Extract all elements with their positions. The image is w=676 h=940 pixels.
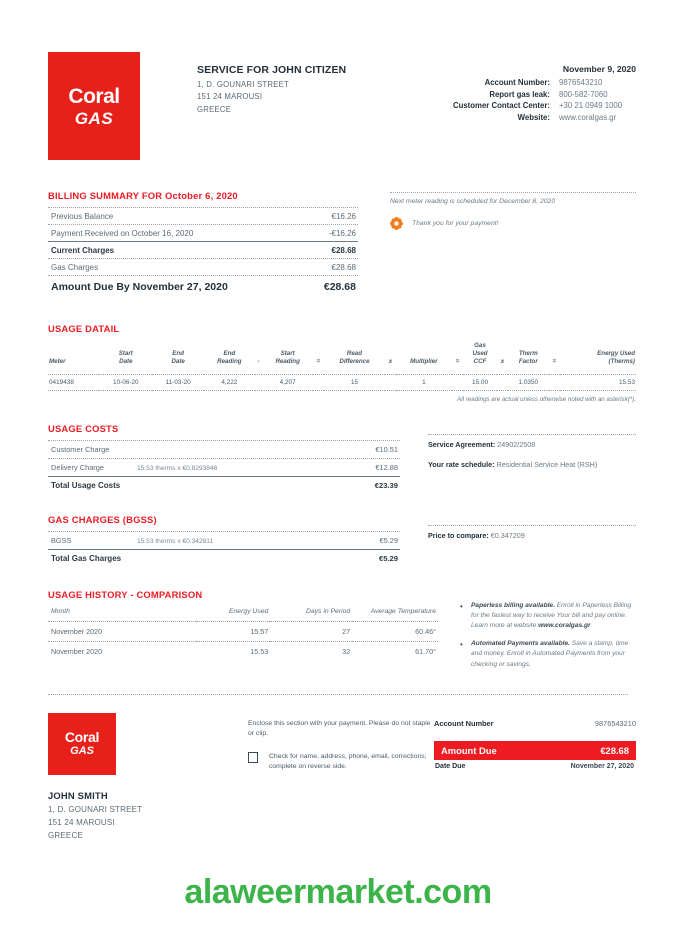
- usage-cost-total-label: Total Usage Costs: [51, 480, 121, 490]
- bullet-strong-paperless: Paperless billing available.: [471, 601, 555, 609]
- gas-charge-total-amount: €5.29: [378, 553, 398, 563]
- service-address-block: [197, 52, 346, 160]
- gas-charges-table: [48, 514, 400, 567]
- bullet-icon: •: [460, 640, 463, 650]
- usage-detail-table: [48, 340, 636, 391]
- usage-detail-data-row: [48, 374, 636, 390]
- usage-history-title: USAGE HISTORY - COMPARISON: [48, 588, 203, 600]
- meta-label-contact-center: Customer Contact Center:: [452, 101, 550, 110]
- col-energy-used: Energy Used (Therms): [597, 349, 635, 366]
- usage-history-table: [48, 606, 438, 661]
- usage-cost-amount-customer-charge: €10.51: [375, 444, 398, 454]
- usage-cost-row-customer-charge: [48, 440, 400, 458]
- col-multiplier: Multiplier: [410, 358, 438, 366]
- payment-stub: [0, 695, 676, 840]
- hist-cell-days-2: 32: [270, 641, 352, 661]
- hist-col-avg-temp: Average Temperature: [370, 607, 436, 615]
- op-equals-3: =: [552, 358, 557, 366]
- col-end-reading: End Reading: [217, 349, 242, 366]
- hist-col-days: Days in Period: [305, 607, 351, 615]
- amount-due-bar: [434, 741, 636, 760]
- bullet-icon: •: [460, 601, 463, 611]
- cell-read-difference: 15: [324, 374, 386, 390]
- usage-detail-footnote: All readings are actual unless otherwise noted with an asterisk(*).: [457, 395, 636, 403]
- cell-start-date: 10-06-20: [99, 374, 152, 390]
- bullet-text-automated: [471, 639, 636, 670]
- service-for-title: SERVICE FOR JOHN CITIZEN: [197, 64, 347, 76]
- usage-history-header-row: [48, 606, 438, 622]
- stub-payment-details: [434, 713, 636, 840]
- usage-cost-amount-delivery-charge: €12.88: [375, 462, 398, 472]
- meta-label-gas-leak: Report gas leak:: [489, 89, 550, 99]
- hist-cell-temp-2: 61.70°: [352, 641, 438, 661]
- service-address-line-3: GREECE: [197, 104, 232, 114]
- stub-logo-gas-text: GAS: [70, 745, 94, 758]
- usage-cost-row-delivery-charge: [48, 458, 400, 476]
- col-therm-factor: Therm Factor: [518, 349, 538, 366]
- bullet-strong-automated: Automated Payments available.: [471, 640, 570, 648]
- gas-charge-total-label: Total Gas Charges: [51, 553, 122, 563]
- date-due-row: [434, 760, 636, 770]
- meta-row-gas-leak: [453, 90, 636, 99]
- service-agreement-value: 24902/2508: [497, 439, 536, 449]
- cell-op-1: [255, 374, 263, 390]
- hist-cell-temp-1: 60.46°: [352, 621, 438, 641]
- billing-summary-title: BILLING SUMMARY FOR October 6, 2020: [48, 190, 238, 201]
- billing-row-amount-due: [48, 275, 358, 297]
- col-meter: Meter: [49, 358, 66, 366]
- bullet-link-paperless[interactable]: www.coralgas.gr: [538, 622, 591, 630]
- stub-corrections-row: [248, 752, 434, 772]
- promo-bullets: [460, 589, 636, 678]
- usage-history-section: [0, 589, 676, 678]
- rate-schedule-label: Your rate schedule:: [428, 459, 495, 469]
- stub-address-line-1: 1, D. GOUNARI STREET: [48, 804, 143, 814]
- gas-charge-name-bgss: BGSS: [51, 535, 72, 545]
- cell-op-5: [497, 374, 507, 390]
- service-address-line-1: 1, D. GOUNARI STREET: [197, 79, 289, 89]
- logo-coral-text: Coral: [68, 84, 120, 108]
- coral-gas-logo: [48, 52, 140, 160]
- usage-costs-section: [0, 423, 676, 494]
- billing-amount-previous-balance: €16.26: [331, 211, 356, 221]
- meta-row-account-number: [453, 78, 636, 87]
- billing-label-current-charges: Current Charges: [51, 245, 115, 255]
- service-address-line-2: 151 24 MAROUSI: [197, 92, 263, 101]
- op-times-1: x: [388, 358, 393, 366]
- watermark-text: alaweermarket.com: [184, 873, 492, 911]
- billing-row-previous-balance: [48, 207, 358, 224]
- price-to-compare-label: Price to compare:: [428, 530, 489, 540]
- billing-row-current-charges: [48, 241, 358, 258]
- cell-gas-used-ccf: 15.00: [463, 374, 497, 390]
- hist-cell-days-1: 27: [270, 621, 352, 641]
- date-due-label: Date Due: [435, 762, 466, 770]
- usage-cost-total-amount: €23.39: [374, 480, 398, 490]
- usage-detail-section: [0, 323, 676, 403]
- hist-cell-energy-2: 15.53: [196, 641, 270, 661]
- usage-costs-title: USAGE COSTS: [48, 422, 119, 434]
- col-start-date: Start Date: [118, 349, 133, 366]
- service-agreement-row: [428, 434, 636, 449]
- amount-due-label: Amount Due: [441, 744, 497, 756]
- col-end-date: End Date: [171, 349, 185, 366]
- table-row: [48, 621, 438, 641]
- table-row: [48, 641, 438, 661]
- billing-amount-gas-charges: €28.68: [331, 262, 356, 272]
- meta-row-contact-center: [453, 101, 636, 110]
- cell-end-date: 11-03-20: [152, 374, 204, 390]
- stub-instructions: [248, 713, 434, 840]
- billing-label-payment-received: Payment Received on October 16, 2020: [51, 228, 194, 238]
- stub-note-enclose: Enclose this section with your payment. Please do not staple or clip.: [248, 719, 431, 738]
- cell-op-6: [549, 374, 560, 390]
- gas-charge-row-bgss: [48, 531, 400, 549]
- price-to-compare-value: €0.347209: [490, 530, 525, 540]
- hist-cell-month-2: November 2020: [48, 641, 196, 661]
- price-to-compare-row: [428, 525, 636, 540]
- hist-cell-month-1: November 2020: [48, 621, 196, 641]
- hist-cell-energy-1: 15.57: [196, 621, 270, 641]
- gas-charge-amount-bgss: €5.29: [379, 535, 398, 545]
- cell-multiplier: 1: [396, 374, 452, 390]
- stub-account-row: [434, 719, 636, 728]
- gas-charge-row-total: [48, 549, 400, 567]
- rate-schedule-row: [428, 460, 636, 471]
- usage-cost-name-customer-charge: Customer Charge: [51, 444, 110, 454]
- meta-value-gas-leak: 800-582-7060: [559, 89, 608, 99]
- service-agreement-block: [428, 423, 636, 494]
- billing-row-payment-received: [48, 224, 358, 241]
- stub-account-value: 9876543210: [594, 718, 636, 728]
- billing-label-gas-charges: Gas Charges: [51, 262, 99, 272]
- thank-you-row: [390, 217, 636, 230]
- billing-amount-payment-received: -€16.26: [328, 228, 356, 238]
- cell-start-reading: 4,207: [262, 374, 313, 390]
- stub-note-corrections: Check for name, address, phone, email, corrections; complete on reverse side.: [269, 753, 427, 771]
- billing-row-gas-charges: [48, 258, 358, 275]
- rate-schedule-value: Residential Service Heat (RSH): [496, 459, 598, 469]
- list-item: [460, 601, 636, 632]
- coral-gas-logo-small: [48, 713, 116, 775]
- corrections-checkbox[interactable]: [248, 752, 258, 763]
- usage-history-table-wrap: [48, 589, 438, 678]
- billing-amount-due: €28.68: [323, 281, 356, 293]
- bullet-body-automated: Save a stamp, time and money. Enroll in Automated Payments from your checking or savings.: [471, 640, 629, 668]
- next-meter-reading-note: Next meter reading is scheduled for December 8, 2020: [390, 192, 636, 205]
- stub-address-line-3: GREECE: [48, 830, 83, 840]
- thank-you-text: Thank you for your payment!: [412, 220, 499, 227]
- gas-charge-detail-bgss: 15.53 therms x €0.342811: [137, 537, 214, 545]
- bullet-body-paperless: Enroll in Paperless Billing for the fastest way to receive Your bill and pay online. Learn more at website: [471, 601, 632, 630]
- stub-account-label: Account Number: [434, 718, 494, 728]
- cell-energy-used: 15.53: [560, 374, 636, 390]
- usage-cost-row-total: [48, 476, 400, 494]
- billing-label-amount-due: Amount Due By November 27, 2020: [51, 281, 228, 293]
- gas-charges-title: GAS CHARGES (BGSS): [48, 513, 157, 525]
- billing-notes-block: [390, 190, 636, 297]
- billing-summary-section: [0, 190, 676, 297]
- usage-costs-table: [48, 423, 400, 494]
- cell-end-reading: 4,222: [204, 374, 255, 390]
- cell-meter: 0419438: [48, 374, 99, 390]
- flower-icon: [390, 217, 403, 230]
- col-read-difference: Read Difference: [339, 349, 370, 366]
- amount-due-value: €28.68: [600, 744, 629, 756]
- hist-col-energy-used: Energy Used: [228, 607, 269, 615]
- meta-label-website: Website:: [517, 112, 550, 122]
- meta-value-contact-center: +30 21 0949 1000: [559, 101, 623, 110]
- cell-therm-factor: 1.0350: [508, 374, 549, 390]
- statement-date: November 9, 2020: [562, 64, 636, 74]
- usage-detail-title: USAGE DATAIL: [48, 322, 120, 334]
- service-agreement-label: Service Agreement:: [428, 439, 496, 449]
- hist-col-month: Month: [51, 607, 70, 615]
- usage-cost-detail-delivery-charge: 15.53 therms x €0.8293846: [137, 464, 218, 472]
- cell-op-3: [385, 374, 395, 390]
- cell-op-4: [452, 374, 463, 390]
- price-to-compare-block: [428, 514, 636, 567]
- account-meta-block: [453, 52, 636, 160]
- logo-gas-text: GAS: [74, 108, 114, 128]
- list-item: [460, 639, 636, 670]
- usage-detail-header-row: [48, 340, 636, 375]
- op-minus: -: [257, 358, 260, 366]
- billing-amount-current-charges: €28.68: [331, 245, 356, 255]
- op-times-2: x: [500, 358, 505, 366]
- meta-row-website: [453, 113, 636, 122]
- bill-header: [0, 0, 676, 160]
- op-equals-2: =: [455, 358, 460, 366]
- meta-value-account-number: 9876543210: [559, 78, 603, 87]
- meta-label-account-number: Account Number:: [484, 78, 550, 87]
- billing-summary-table: [48, 190, 358, 297]
- stub-customer-name: JOHN SMITH: [48, 789, 108, 801]
- cell-op-2: [313, 374, 324, 390]
- gas-charges-section: [0, 514, 676, 567]
- usage-cost-name-delivery-charge: Delivery Charge: [51, 462, 104, 472]
- date-due-value: November 27, 2020: [570, 762, 634, 770]
- col-gas-used-ccf: Gas Used CCF: [472, 341, 488, 366]
- stub-address-line-2: 151 24 MAROUSI: [48, 817, 115, 827]
- bullet-text-paperless: [471, 601, 636, 632]
- stub-logo-coral-text: Coral: [64, 729, 100, 746]
- col-start-reading: Start Reading: [275, 349, 300, 366]
- op-equals-1: =: [316, 358, 321, 366]
- meta-value-website[interactable]: www.coralgas.gr: [559, 112, 617, 122]
- stub-address-block: [48, 713, 248, 840]
- billing-label-previous-balance: Previous Balance: [51, 211, 114, 221]
